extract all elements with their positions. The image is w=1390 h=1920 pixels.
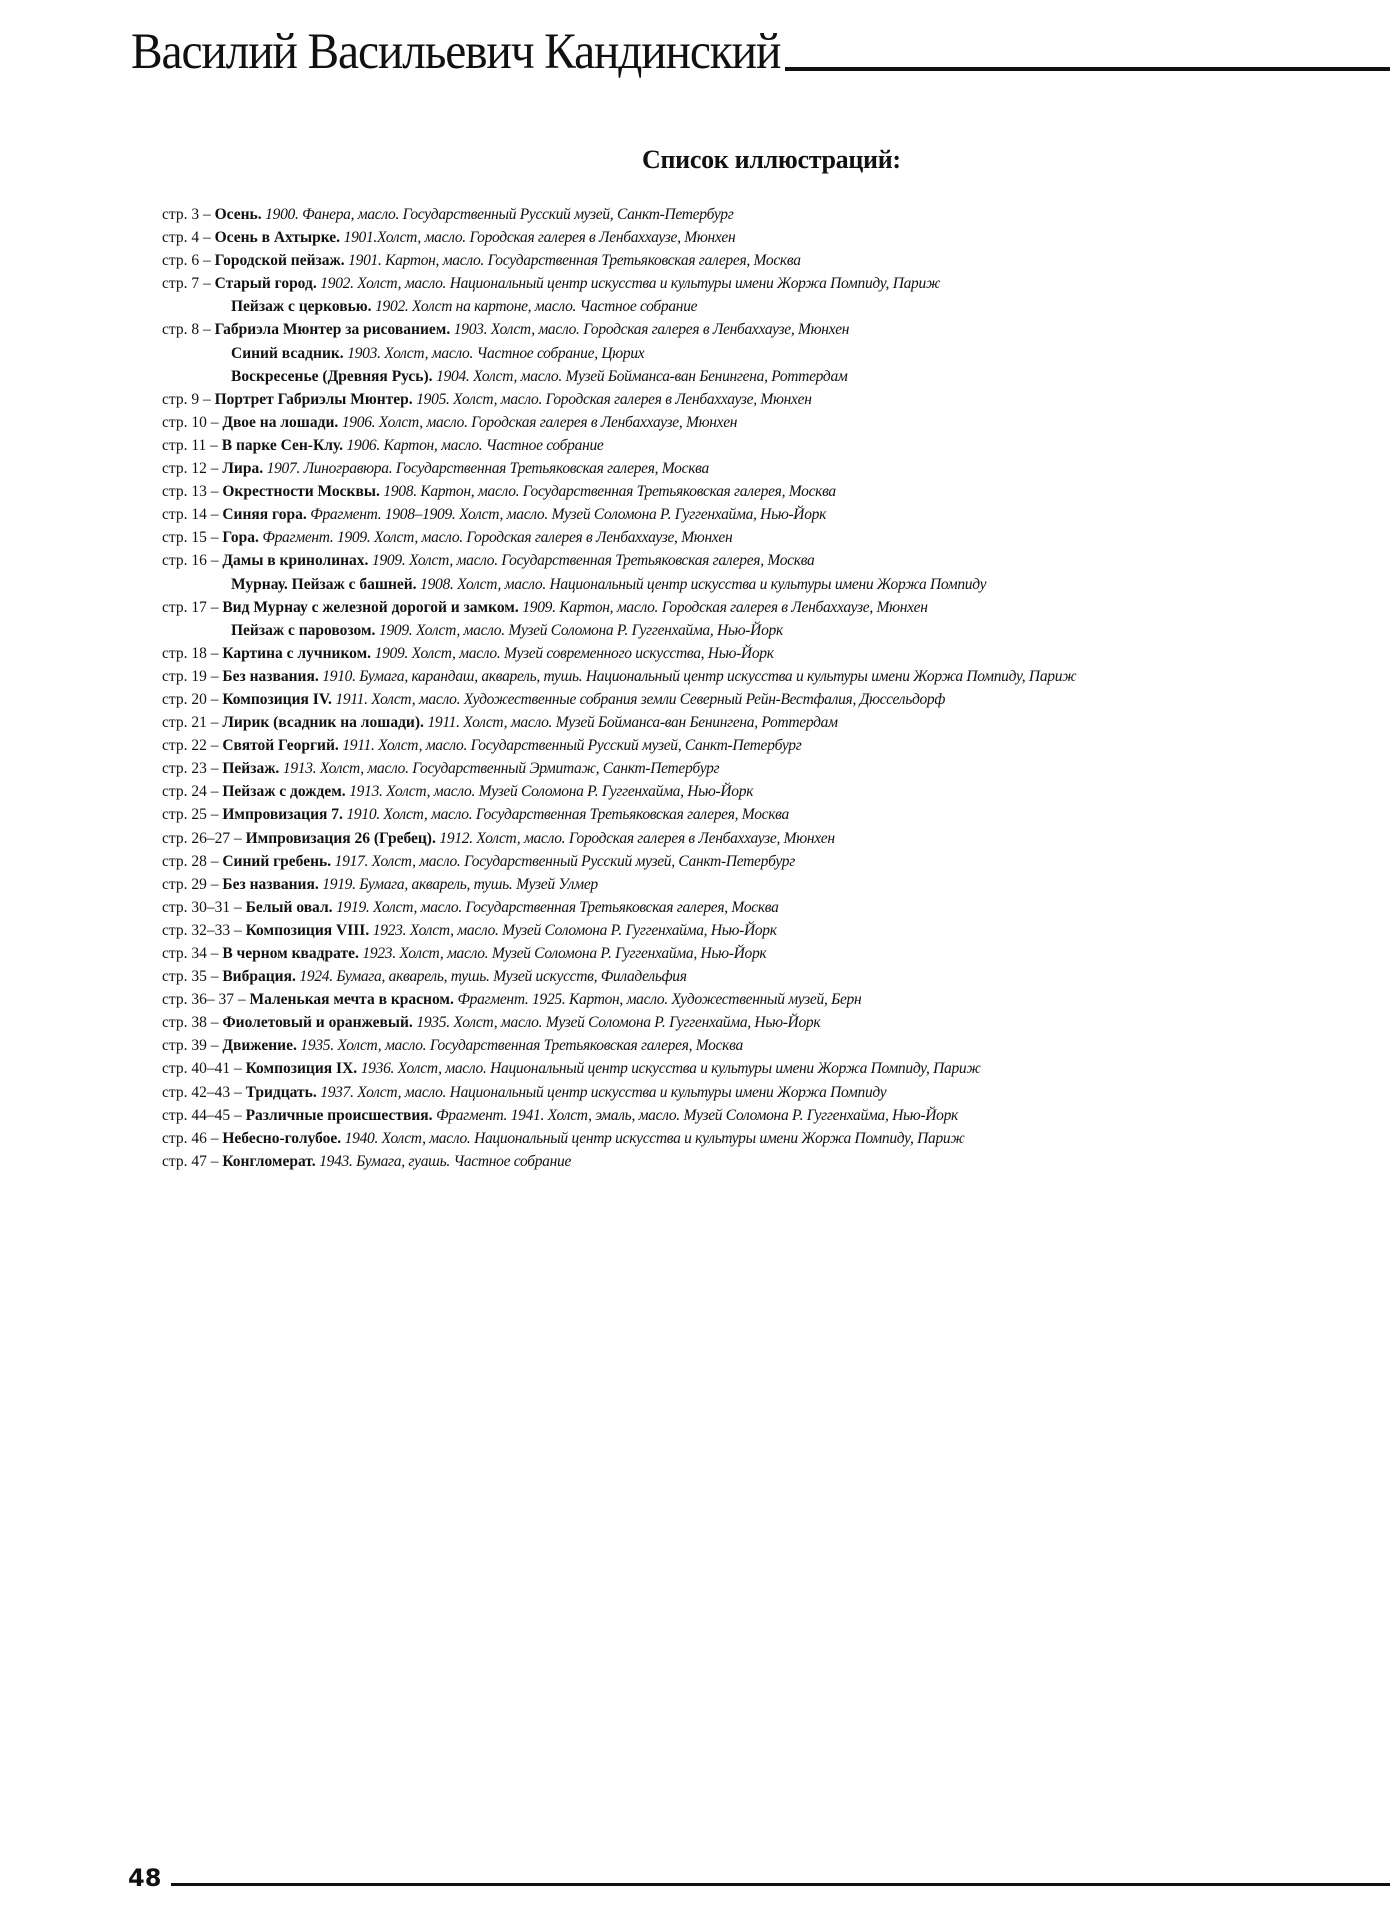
list-item: [162, 1150, 1362, 1173]
page-reference: стр. 10 –: [162, 413, 223, 431]
artwork-details: 1909. Картон, масло. Городская галерея в Ленбаххаузе, Мюнхен: [518, 598, 928, 616]
list-item: [162, 688, 1362, 711]
list-item: [162, 457, 1362, 480]
page-reference: стр. 46 –: [162, 1129, 223, 1147]
list-item: [162, 873, 1362, 896]
artwork-title: Белый овал.: [245, 898, 333, 916]
page-reference: стр. 26–27 –: [162, 829, 246, 847]
list-item: [162, 596, 1362, 619]
list-item: [162, 988, 1362, 1011]
artwork-details: 1924. Бумага, акварель, тушь. Музей искусств, Филадельфия: [295, 968, 687, 986]
page-reference: стр. 15 –: [162, 529, 223, 547]
list-item: [162, 711, 1362, 734]
page-reference: стр. 42–43 –: [162, 1083, 246, 1101]
header-rule: [785, 67, 1390, 71]
artwork-title: Синий гребень.: [222, 852, 332, 870]
artwork-details: 1903. Холст, масло. Городская галерея в Ленбаххаузе, Мюнхен: [450, 321, 850, 339]
list-item: [162, 757, 1362, 780]
list-item: [162, 1034, 1362, 1057]
page-reference: стр. 14 –: [162, 506, 223, 524]
list-item: [162, 734, 1362, 757]
page-reference: стр. 4 –: [162, 229, 215, 247]
footer-rule: [171, 1883, 1390, 1886]
artwork-details: 1935. Холст, масло. Музей Соломона Р. Гуггенхайма, Нью-Йорк: [412, 1014, 821, 1032]
artwork-title: Импровизация 26 (Гребец).: [245, 829, 436, 847]
section-heading: Список иллюстраций:: [642, 145, 901, 174]
list-item: [162, 965, 1362, 988]
page-reference: стр. 25 –: [162, 806, 223, 824]
list-item: [162, 342, 1362, 365]
page-title: Василий Васильевич Кандинский: [131, 24, 781, 80]
artwork-details: 1905. Холст, масло. Городская галерея в Ленбаххаузе, Мюнхен: [412, 390, 812, 408]
page-reference: стр. 12 –: [162, 460, 223, 478]
list-item: [162, 1011, 1362, 1034]
list-item: [162, 434, 1362, 457]
artwork-details: 1903. Холст, масло. Частное собрание, Цюрих: [343, 344, 645, 362]
page-reference: стр. 39 –: [162, 1037, 223, 1055]
list-item: [162, 1057, 1362, 1080]
artwork-details: 1909. Холст, масло. Музей Соломона Р. Гуггенхайма, Нью-Йорк: [375, 621, 783, 639]
artwork-title: Пейзаж.: [222, 760, 280, 778]
artwork-title: Вибрация.: [222, 968, 296, 986]
artwork-details: Фрагмент. 1925. Картон, масло. Художественный музей, Берн: [453, 991, 862, 1009]
artwork-title: Картина с лучником.: [222, 644, 372, 662]
artwork-title: Различные происшествия.: [245, 1106, 433, 1124]
artwork-details: 1909. Холст, масло. Музей современного искусства, Нью-Йорк: [371, 644, 774, 662]
page-reference: стр. 19 –: [162, 667, 223, 685]
list-item: [162, 411, 1362, 434]
artwork-title: Городской пейзаж.: [214, 252, 345, 270]
artwork-details: 1909. Холст, масло. Государственная Третьяковская галерея, Москва: [368, 552, 815, 570]
list-item: [162, 318, 1362, 341]
page-header: [131, 22, 1390, 82]
illustration-list: [162, 203, 1362, 1173]
list-item: [162, 365, 1362, 388]
page-reference: стр. 24 –: [162, 783, 223, 801]
page-reference: стр. 3 –: [162, 206, 215, 223]
artwork-title: Синяя гора.: [222, 506, 307, 524]
artwork-title: Маленькая мечта в красном.: [249, 991, 454, 1009]
list-item: [162, 295, 1362, 318]
artwork-title: Импровизация 7.: [222, 806, 343, 824]
artwork-details: 1906. Холст, масло. Городская галерея в Ленбаххаузе, Мюнхен: [338, 413, 738, 431]
artwork-title: Святой Георгий.: [222, 737, 339, 755]
artwork-details: 1911. Холст, масло. Художественные собрания земли Северный Рейн-Вестфалия, Дюссельдорф: [331, 690, 946, 708]
artwork-title: Осень.: [214, 206, 262, 223]
artwork-title: Без названия.: [222, 875, 319, 893]
list-item: [162, 665, 1362, 688]
list-item: [162, 203, 1362, 226]
artwork-details: 1935. Холст, масло. Государственная Третьяковская галерея, Москва: [296, 1037, 743, 1055]
artwork-details: 1902. Холст, масло. Национальный центр искусства и культуры имени Жоржа Помпиду, Париж: [316, 275, 941, 293]
artwork-title: Тридцать.: [245, 1083, 317, 1101]
list-item: [162, 896, 1362, 919]
artwork-title: Без названия.: [222, 667, 319, 685]
page-reference: стр. 16 –: [162, 552, 223, 570]
list-item: [162, 226, 1362, 249]
artwork-details: 1911. Холст, масло. Музей Бойманса-ван Бенингена, Роттердам: [423, 714, 838, 732]
list-item: [162, 827, 1362, 850]
artwork-title: Лира.: [222, 460, 264, 478]
page-reference: стр. 47 –: [162, 1152, 223, 1170]
artwork-title: Пейзаж с паровозом.: [231, 621, 376, 639]
list-item: [162, 1127, 1362, 1150]
artwork-title: Мурнау. Пейзаж с башней.: [231, 575, 417, 593]
page-reference: стр. 38 –: [162, 1014, 223, 1032]
list-item: [162, 803, 1362, 826]
artwork-details: 1904. Холст, масло. Музей Бойманса-ван Бенингена, Роттердам: [432, 367, 848, 385]
artwork-details: 1908. Картон, масло. Государственная Третьяковская галерея, Москва: [379, 483, 836, 501]
artwork-details: 1943. Бумага, гуашь. Частное собрание: [315, 1152, 572, 1170]
artwork-details: 1910. Холст, масло. Государственная Третьяковская галерея, Москва: [342, 806, 789, 824]
artwork-title: В черном квадрате.: [222, 945, 359, 962]
page-number: 48: [128, 1864, 162, 1892]
list-item: [162, 573, 1362, 596]
page-reference: стр. 21 –: [162, 714, 223, 732]
artwork-title: Пейзаж с церковью.: [231, 298, 372, 316]
list-item: [162, 549, 1362, 572]
artwork-details: 1923. Холст, масло. Музей Соломона Р. Гуггенхайма, Нью-Йорк: [369, 921, 777, 939]
artwork-title: Синий всадник.: [231, 344, 344, 362]
page-reference: стр. 22 –: [162, 737, 223, 755]
artwork-title: Двое на лошади.: [222, 413, 339, 431]
page-reference: стр. 6 –: [162, 252, 215, 270]
artwork-title: Конгломерат.: [222, 1152, 316, 1170]
page-reference: стр. 36– 37 –: [162, 991, 250, 1009]
page-reference: стр. 32–33 –: [162, 921, 246, 939]
page-footer: [128, 1862, 1390, 1892]
list-item: [162, 850, 1362, 873]
artwork-title: Композиция IX.: [245, 1060, 358, 1078]
artwork-details: 1919. Холст, масло. Государственная Третьяковская галерея, Москва: [332, 898, 779, 916]
list-item: [162, 272, 1362, 295]
artwork-title: В парке Сен-Клу.: [221, 436, 343, 454]
list-item: [162, 388, 1362, 411]
artwork-details: 1913. Холст, масло. Государственный Эрмитаж, Санкт-Петербург: [279, 760, 720, 778]
artwork-title: Воскресенье (Древняя Русь).: [231, 367, 433, 385]
page-reference: стр. 28 –: [162, 852, 223, 870]
artwork-details: 1913. Холст, масло. Музей Соломона Р. Гуггенхайма, Нью-Йорк: [345, 783, 754, 801]
page-reference: стр. 11 –: [162, 436, 222, 454]
artwork-title: Движение.: [222, 1037, 297, 1055]
page-reference: стр. 30–31 –: [162, 898, 246, 916]
artwork-details: 1923. Холст, масло. Музей Соломона Р. Гуггенхайма, Нью-Йорк: [358, 945, 767, 962]
artwork-details: 1907. Линогравюра. Государственная Третьяковская галерея, Москва: [263, 460, 709, 478]
artwork-details: Фрагмент. 1909. Холст, масло. Городская галерея в Ленбаххаузе, Мюнхен: [258, 529, 733, 547]
artwork-title: Небесно-голубое.: [222, 1129, 342, 1147]
artwork-details: 1919. Бумага, акварель, тушь. Музей Улмер: [318, 875, 598, 893]
artwork-title: Дамы в кринолинах.: [222, 552, 369, 570]
artwork-details: Фрагмент. 1941. Холст, эмаль, масло. Музей Соломона Р. Гуггенхайма, Нью-Йорк: [432, 1106, 958, 1124]
artwork-details: Фрагмент. 1908–1909. Холст, масло. Музей Соломона Р. Гуггенхайма, Нью-Йорк: [306, 506, 827, 524]
artwork-title: Композиция VIII.: [245, 921, 370, 939]
artwork-title: Композиция IV.: [222, 690, 332, 708]
list-item: [162, 642, 1362, 665]
page-reference: стр. 13 –: [162, 483, 223, 501]
list-item: [162, 526, 1362, 549]
page-reference: стр. 8 –: [162, 321, 215, 339]
page-reference: стр. 35 –: [162, 968, 223, 986]
artwork-title: Пейзаж с дождем.: [222, 783, 346, 801]
artwork-details: 1901. Картон, масло. Государственная Третьяковская галерея, Москва: [344, 252, 801, 270]
list-item: [162, 619, 1362, 642]
list-item: [162, 780, 1362, 803]
page-reference: стр. 40–41 –: [162, 1060, 246, 1078]
artwork-details: 1912. Холст, масло. Городская галерея в Ленбаххаузе, Мюнхен: [435, 829, 835, 847]
page-reference: стр. 44–45 –: [162, 1106, 246, 1124]
list-item: [162, 503, 1362, 526]
artwork-title: Портрет Габриэлы Мюнтер.: [214, 390, 413, 408]
list-item: [162, 1104, 1362, 1127]
list-item: [162, 1081, 1362, 1104]
artwork-details: 1906. Картон, масло. Частное собрание: [342, 436, 604, 454]
artwork-title: Вид Мурнау с железной дорогой и замком.: [222, 598, 519, 616]
artwork-details: 1911. Холст, масло. Государственный Русский музей, Санкт-Петербург: [338, 737, 802, 755]
artwork-title: Окрестности Москвы.: [222, 483, 380, 501]
artwork-title: Старый город.: [214, 275, 317, 293]
artwork-details: 1902. Холст на картоне, масло. Частное собрание: [371, 298, 698, 316]
page-reference: стр. 29 –: [162, 875, 223, 893]
artwork-details: 1937. Холст, масло. Национальный центр искусства и культуры имени Жоржа Помпиду: [316, 1083, 887, 1101]
page-reference: стр. 7 –: [162, 275, 215, 293]
artwork-details: 1901.Холст, масло. Городская галерея в Ленбаххаузе, Мюнхен: [340, 229, 736, 247]
artwork-details: 1940. Холст, масло. Национальный центр искусства и культуры имени Жоржа Помпиду, Париж: [341, 1129, 965, 1147]
artwork-details: 1900. Фанера, масло. Государственный Русский музей, Санкт-Петербург: [261, 206, 734, 223]
page-reference: стр. 20 –: [162, 690, 223, 708]
artwork-title: Осень в Ахтырке.: [214, 229, 341, 247]
artwork-details: 1910. Бумага, карандаш, акварель, тушь. Национальный центр искусства и культуры имени Жоржа Помпиду, Париж: [318, 667, 1077, 685]
artwork-details: 1908. Холст, масло. Национальный центр искусства и культуры имени Жоржа Помпиду: [416, 575, 987, 593]
page-reference: стр. 23 –: [162, 760, 223, 778]
page-reference: стр. 17 –: [162, 598, 223, 616]
artwork-title: Гора.: [222, 529, 259, 547]
list-item: [162, 480, 1362, 503]
list-item: [162, 249, 1362, 272]
artwork-details: 1936. Холст, масло. Национальный центр искусства и культуры имени Жоржа Помпиду, Париж: [357, 1060, 981, 1078]
artwork-title: Лирик (всадник на лошади).: [222, 714, 424, 732]
artwork-title: Фиолетовый и оранжевый.: [222, 1014, 413, 1032]
page-reference: стр. 34 –: [162, 945, 223, 962]
artwork-details: 1917. Холст, масло. Государственный Русский музей, Санкт-Петербург: [331, 852, 795, 870]
list-item: [162, 919, 1362, 942]
page-reference: стр. 18 –: [162, 644, 223, 662]
page-reference: стр. 9 –: [162, 390, 215, 408]
list-item: [162, 942, 1362, 965]
artwork-title: Габриэла Мюнтер за рисованием.: [214, 321, 451, 339]
